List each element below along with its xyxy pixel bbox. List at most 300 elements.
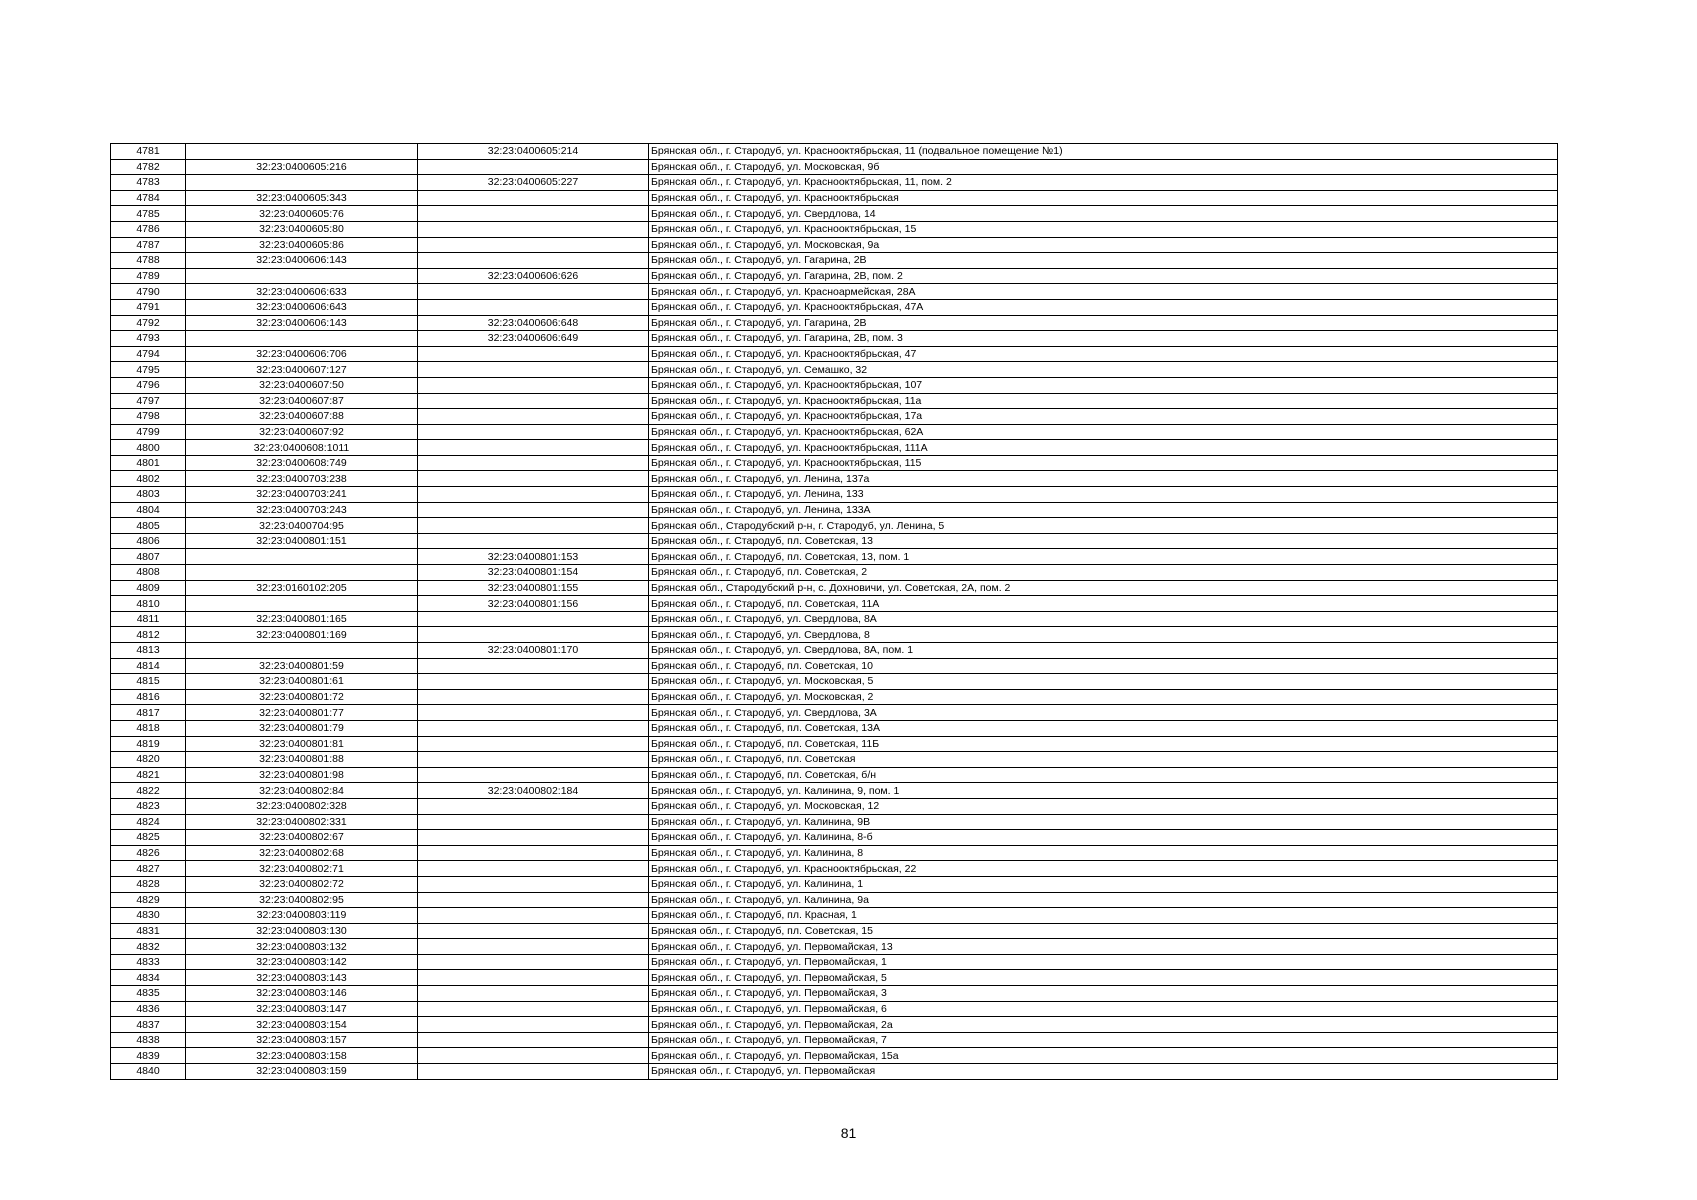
address-cell: Брянская обл., г. Стародуб, ул. Свердлова, 3А — [649, 705, 1558, 721]
address-cell: Брянская обл., г. Стародуб, ул. Первомайская, 1 — [649, 954, 1558, 970]
table-body — [111, 144, 1558, 1080]
room-cadastral-number-cell — [418, 939, 649, 955]
address-cell: Брянская обл., г. Стародуб, ул. Семашко, 32 — [649, 362, 1558, 378]
room-cadastral-number-cell: 32:23:0400801:154 — [418, 565, 649, 581]
address-cell: Брянская обл., г. Стародуб, ул. Краснооктябрьская, 47 — [649, 346, 1558, 362]
address-cell: Брянская обл., г. Стародуб, ул. Московская, 9а — [649, 237, 1558, 253]
table-row — [111, 315, 1558, 331]
room-cadastral-number-cell — [418, 611, 649, 627]
table-row — [111, 502, 1558, 518]
table-row — [111, 409, 1558, 425]
row-number-cell: 4809 — [111, 580, 186, 596]
table-row — [111, 611, 1558, 627]
row-number-cell: 4817 — [111, 705, 186, 721]
cadastral-number-cell: 32:23:0400605:80 — [186, 221, 418, 237]
row-number-cell: 4834 — [111, 970, 186, 986]
row-number-cell: 4833 — [111, 954, 186, 970]
cadastral-number-cell: 32:23:0400607:92 — [186, 424, 418, 440]
cadastral-number-cell: 32:23:0400607:88 — [186, 409, 418, 425]
table-row — [111, 830, 1558, 846]
cadastral-number-cell: 32:23:0400605:216 — [186, 159, 418, 175]
room-cadastral-number-cell — [418, 377, 649, 393]
table-row — [111, 752, 1558, 768]
table-row — [111, 175, 1558, 191]
row-number-cell: 4781 — [111, 144, 186, 160]
room-cadastral-number-cell — [418, 502, 649, 518]
row-number-cell: 4821 — [111, 767, 186, 783]
cadastral-number-cell: 32:23:0400605:343 — [186, 190, 418, 206]
room-cadastral-number-cell — [418, 1001, 649, 1017]
table-row — [111, 206, 1558, 222]
table-row — [111, 377, 1558, 393]
row-number-cell: 4824 — [111, 814, 186, 830]
address-cell: Брянская обл., г. Стародуб, ул. Свердлова, 8А, пом. 1 — [649, 643, 1558, 659]
room-cadastral-number-cell — [418, 986, 649, 1002]
address-cell: Брянская обл., г. Стародуб, ул. Первомайская, 2а — [649, 1017, 1558, 1033]
row-number-cell: 4788 — [111, 253, 186, 269]
room-cadastral-number-cell — [418, 970, 649, 986]
row-number-cell: 4813 — [111, 643, 186, 659]
table-row — [111, 362, 1558, 378]
room-cadastral-number-cell — [418, 455, 649, 471]
cadastral-number-cell: 32:23:0400605:86 — [186, 237, 418, 253]
room-cadastral-number-cell — [418, 237, 649, 253]
cadastral-number-cell: 32:23:0400801:77 — [186, 705, 418, 721]
property-table-container — [110, 143, 1557, 1080]
room-cadastral-number-cell — [418, 409, 649, 425]
room-cadastral-number-cell: 32:23:0400606:649 — [418, 331, 649, 347]
address-cell: Брянская обл., г. Стародуб, ул. Калинина, 8-б — [649, 830, 1558, 846]
cadastral-number-cell: 32:23:0400607:50 — [186, 377, 418, 393]
row-number-cell: 4800 — [111, 440, 186, 456]
room-cadastral-number-cell — [418, 814, 649, 830]
row-number-cell: 4825 — [111, 830, 186, 846]
address-cell: Брянская обл., г. Стародуб, ул. Калинина, 9В — [649, 814, 1558, 830]
table-row — [111, 986, 1558, 1002]
table-row — [111, 908, 1558, 924]
table-row — [111, 565, 1558, 581]
row-number-cell: 4839 — [111, 1048, 186, 1064]
cadastral-number-cell: 32:23:0400801:79 — [186, 720, 418, 736]
address-cell: Брянская обл., г. Стародуб, пл. Советская, 13, пом. 1 — [649, 549, 1558, 565]
row-number-cell: 4823 — [111, 798, 186, 814]
table-row — [111, 268, 1558, 284]
table-row — [111, 237, 1558, 253]
address-cell: Брянская обл., г. Стародуб, ул. Краснооктябрьская, 62А — [649, 424, 1558, 440]
row-number-cell: 4795 — [111, 362, 186, 378]
cadastral-number-cell — [186, 268, 418, 284]
row-number-cell: 4790 — [111, 284, 186, 300]
address-cell: Брянская обл., г. Стародуб, ул. Гагарина, 2В, пом. 3 — [649, 331, 1558, 347]
address-cell: Брянская обл., г. Стародуб, ул. Первомайская, 13 — [649, 939, 1558, 955]
table-row — [111, 299, 1558, 315]
address-cell: Брянская обл., г. Стародуб, ул. Гагарина, 2В, пом. 2 — [649, 268, 1558, 284]
address-cell: Брянская обл., г. Стародуб, ул. Московская, 12 — [649, 798, 1558, 814]
row-number-cell: 4803 — [111, 487, 186, 503]
cadastral-number-cell: 32:23:0400703:241 — [186, 487, 418, 503]
room-cadastral-number-cell — [418, 845, 649, 861]
row-number-cell: 4835 — [111, 986, 186, 1002]
table-row — [111, 533, 1558, 549]
address-cell: Брянская обл., г. Стародуб, ул. Гагарина, 2В — [649, 315, 1558, 331]
address-cell: Брянская обл., г. Стародуб, ул. Гагарина, 2В — [649, 253, 1558, 269]
row-number-cell: 4810 — [111, 596, 186, 612]
row-number-cell: 4784 — [111, 190, 186, 206]
room-cadastral-number-cell: 32:23:0400802:184 — [418, 783, 649, 799]
row-number-cell: 4814 — [111, 658, 186, 674]
room-cadastral-number-cell — [418, 658, 649, 674]
address-cell: Брянская обл., г. Стародуб, ул. Краснооктябрьская, 11, пом. 2 — [649, 175, 1558, 191]
cadastral-number-cell — [186, 565, 418, 581]
room-cadastral-number-cell — [418, 954, 649, 970]
property-table — [110, 143, 1558, 1080]
address-cell: Брянская обл., г. Стародуб, ул. Краснооктябрьская, 17а — [649, 409, 1558, 425]
room-cadastral-number-cell — [418, 487, 649, 503]
cadastral-number-cell: 32:23:0400608:749 — [186, 455, 418, 471]
room-cadastral-number-cell — [418, 206, 649, 222]
address-cell: Брянская обл., г. Стародуб, ул. Первомайская, 3 — [649, 986, 1558, 1002]
row-number-cell: 4806 — [111, 533, 186, 549]
table-row — [111, 970, 1558, 986]
cadastral-number-cell: 32:23:0160102:205 — [186, 580, 418, 596]
address-cell: Брянская обл., г. Стародуб, ул. Первомайская, 6 — [649, 1001, 1558, 1017]
room-cadastral-number-cell — [418, 767, 649, 783]
cadastral-number-cell — [186, 144, 418, 160]
cadastral-number-cell: 32:23:0400803:159 — [186, 1064, 418, 1080]
room-cadastral-number-cell — [418, 393, 649, 409]
room-cadastral-number-cell — [418, 440, 649, 456]
table-row — [111, 596, 1558, 612]
room-cadastral-number-cell — [418, 674, 649, 690]
address-cell: Брянская обл., г. Стародуб, ул. Краснооктябрьская, 22 — [649, 861, 1558, 877]
row-number-cell: 4812 — [111, 627, 186, 643]
row-number-cell: 4815 — [111, 674, 186, 690]
cadastral-number-cell: 32:23:0400606:643 — [186, 299, 418, 315]
cadastral-number-cell: 32:23:0400803:142 — [186, 954, 418, 970]
address-cell: Брянская обл., г. Стародуб, ул. Краснооктябрьская, 11а — [649, 393, 1558, 409]
row-number-cell: 4782 — [111, 159, 186, 175]
address-cell: Брянская обл., г. Стародуб, пл. Советская — [649, 752, 1558, 768]
row-number-cell: 4804 — [111, 502, 186, 518]
cadastral-number-cell: 32:23:0400802:84 — [186, 783, 418, 799]
row-number-cell: 4789 — [111, 268, 186, 284]
row-number-cell: 4799 — [111, 424, 186, 440]
table-row — [111, 159, 1558, 175]
row-number-cell: 4792 — [111, 315, 186, 331]
table-row — [111, 845, 1558, 861]
row-number-cell: 4831 — [111, 923, 186, 939]
table-row — [111, 861, 1558, 877]
room-cadastral-number-cell: 32:23:0400801:170 — [418, 643, 649, 659]
room-cadastral-number-cell — [418, 923, 649, 939]
row-number-cell: 4807 — [111, 549, 186, 565]
cadastral-number-cell: 32:23:0400608:1011 — [186, 440, 418, 456]
table-row — [111, 518, 1558, 534]
row-number-cell: 4827 — [111, 861, 186, 877]
room-cadastral-number-cell — [418, 284, 649, 300]
address-cell: Брянская обл., г. Стародуб, пл. Советская, б/н — [649, 767, 1558, 783]
room-cadastral-number-cell — [418, 471, 649, 487]
row-number-cell: 4797 — [111, 393, 186, 409]
cadastral-number-cell — [186, 643, 418, 659]
cadastral-number-cell — [186, 175, 418, 191]
address-cell: Брянская обл., г. Стародуб, пл. Советская, 13А — [649, 720, 1558, 736]
cadastral-number-cell: 32:23:0400801:169 — [186, 627, 418, 643]
table-row — [111, 190, 1558, 206]
cadastral-number-cell: 32:23:0400801:88 — [186, 752, 418, 768]
table-row — [111, 1064, 1558, 1080]
table-row — [111, 939, 1558, 955]
cadastral-number-cell: 32:23:0400801:61 — [186, 674, 418, 690]
room-cadastral-number-cell — [418, 1017, 649, 1033]
row-number-cell: 4838 — [111, 1032, 186, 1048]
room-cadastral-number-cell — [418, 1032, 649, 1048]
row-number-cell: 4796 — [111, 377, 186, 393]
cadastral-number-cell: 32:23:0400606:633 — [186, 284, 418, 300]
table-row — [111, 253, 1558, 269]
room-cadastral-number-cell: 32:23:0400801:153 — [418, 549, 649, 565]
room-cadastral-number-cell — [418, 299, 649, 315]
cadastral-number-cell: 32:23:0400606:706 — [186, 346, 418, 362]
cadastral-number-cell: 32:23:0400802:71 — [186, 861, 418, 877]
row-number-cell: 4802 — [111, 471, 186, 487]
table-row — [111, 876, 1558, 892]
room-cadastral-number-cell — [418, 876, 649, 892]
page-number: 81 — [840, 1125, 857, 1141]
room-cadastral-number-cell: 32:23:0400606:648 — [418, 315, 649, 331]
row-number-cell: 4826 — [111, 845, 186, 861]
address-cell: Брянская обл., г. Стародуб, ул. Краснооктябрьская, 15 — [649, 221, 1558, 237]
row-number-cell: 4836 — [111, 1001, 186, 1017]
address-cell: Брянская обл., г. Стародуб, ул. Московская, 2 — [649, 689, 1558, 705]
address-cell: Брянская обл., Стародубский р-н, г. Стародуб, ул. Ленина, 5 — [649, 518, 1558, 534]
row-number-cell: 4828 — [111, 876, 186, 892]
row-number-cell: 4820 — [111, 752, 186, 768]
row-number-cell: 4791 — [111, 299, 186, 315]
address-cell: Брянская обл., г. Стародуб, ул. Свердлова, 8 — [649, 627, 1558, 643]
row-number-cell: 4822 — [111, 783, 186, 799]
room-cadastral-number-cell — [418, 253, 649, 269]
table-row — [111, 393, 1558, 409]
cadastral-number-cell — [186, 331, 418, 347]
room-cadastral-number-cell — [418, 861, 649, 877]
room-cadastral-number-cell — [418, 221, 649, 237]
table-row — [111, 549, 1558, 565]
row-number-cell: 4832 — [111, 939, 186, 955]
room-cadastral-number-cell — [418, 518, 649, 534]
cadastral-number-cell: 32:23:0400607:127 — [186, 362, 418, 378]
address-cell: Брянская обл., г. Стародуб, ул. Первомайская, 7 — [649, 1032, 1558, 1048]
table-row — [111, 1017, 1558, 1033]
table-row — [111, 720, 1558, 736]
table-row — [111, 643, 1558, 659]
table-row — [111, 424, 1558, 440]
cadastral-number-cell: 32:23:0400801:151 — [186, 533, 418, 549]
room-cadastral-number-cell — [418, 362, 649, 378]
cadastral-number-cell: 32:23:0400802:95 — [186, 892, 418, 908]
room-cadastral-number-cell — [418, 159, 649, 175]
address-cell: Брянская обл., г. Стародуб, ул. Краснооктябрьская — [649, 190, 1558, 206]
address-cell: Брянская обл., г. Стародуб, ул. Ленина, 137а — [649, 471, 1558, 487]
table-row — [111, 798, 1558, 814]
address-cell: Брянская обл., г. Стародуб, пл. Советская, 11А — [649, 596, 1558, 612]
cadastral-number-cell: 32:23:0400802:331 — [186, 814, 418, 830]
room-cadastral-number-cell — [418, 705, 649, 721]
row-number-cell: 4818 — [111, 720, 186, 736]
address-cell: Брянская обл., г. Стародуб, ул. Ленина, 133А — [649, 502, 1558, 518]
address-cell: Брянская обл., г. Стародуб, ул. Первомайская, 15а — [649, 1048, 1558, 1064]
cadastral-number-cell: 32:23:0400802:67 — [186, 830, 418, 846]
address-cell: Брянская обл., г. Стародуб, ул. Московская, 9б — [649, 159, 1558, 175]
address-cell: Брянская обл., г. Стародуб, ул. Свердлова, 14 — [649, 206, 1558, 222]
cadastral-number-cell: 32:23:0400803:158 — [186, 1048, 418, 1064]
cadastral-number-cell: 32:23:0400606:143 — [186, 253, 418, 269]
table-row — [111, 440, 1558, 456]
cadastral-number-cell: 32:23:0400803:132 — [186, 939, 418, 955]
address-cell: Брянская обл., г. Стародуб, пл. Красная, 1 — [649, 908, 1558, 924]
row-number-cell: 4808 — [111, 565, 186, 581]
room-cadastral-number-cell — [418, 720, 649, 736]
address-cell: Брянская обл., г. Стародуб, ул. Калинина, 9, пом. 1 — [649, 783, 1558, 799]
cadastral-number-cell: 32:23:0400803:157 — [186, 1032, 418, 1048]
cadastral-number-cell: 32:23:0400606:143 — [186, 315, 418, 331]
cadastral-number-cell: 32:23:0400801:59 — [186, 658, 418, 674]
room-cadastral-number-cell — [418, 533, 649, 549]
table-row — [111, 783, 1558, 799]
table-row — [111, 627, 1558, 643]
room-cadastral-number-cell: 32:23:0400801:155 — [418, 580, 649, 596]
room-cadastral-number-cell — [418, 1048, 649, 1064]
room-cadastral-number-cell — [418, 346, 649, 362]
room-cadastral-number-cell — [418, 830, 649, 846]
table-row — [111, 689, 1558, 705]
address-cell: Брянская обл., г. Стародуб, ул. Калинина, 1 — [649, 876, 1558, 892]
cadastral-number-cell: 32:23:0400803:147 — [186, 1001, 418, 1017]
room-cadastral-number-cell — [418, 736, 649, 752]
cadastral-number-cell: 32:23:0400703:243 — [186, 502, 418, 518]
cadastral-number-cell: 32:23:0400802:72 — [186, 876, 418, 892]
cadastral-number-cell: 32:23:0400801:81 — [186, 736, 418, 752]
table-row — [111, 1032, 1558, 1048]
address-cell: Брянская обл., г. Стародуб, пл. Советская, 13 — [649, 533, 1558, 549]
row-number-cell: 4805 — [111, 518, 186, 534]
cadastral-number-cell — [186, 549, 418, 565]
room-cadastral-number-cell: 32:23:0400606:626 — [418, 268, 649, 284]
row-number-cell: 4785 — [111, 206, 186, 222]
address-cell: Брянская обл., г. Стародуб, ул. Калинина, 8 — [649, 845, 1558, 861]
table-row — [111, 144, 1558, 160]
room-cadastral-number-cell — [418, 892, 649, 908]
room-cadastral-number-cell — [418, 798, 649, 814]
cadastral-number-cell: 32:23:0400801:165 — [186, 611, 418, 627]
room-cadastral-number-cell — [418, 627, 649, 643]
cadastral-number-cell: 32:23:0400605:76 — [186, 206, 418, 222]
room-cadastral-number-cell — [418, 1064, 649, 1080]
cadastral-number-cell: 32:23:0400704:95 — [186, 518, 418, 534]
table-row — [111, 346, 1558, 362]
table-row — [111, 221, 1558, 237]
table-row — [111, 767, 1558, 783]
table-row — [111, 814, 1558, 830]
cadastral-number-cell: 32:23:0400703:238 — [186, 471, 418, 487]
row-number-cell: 4801 — [111, 455, 186, 471]
table-row — [111, 892, 1558, 908]
row-number-cell: 4829 — [111, 892, 186, 908]
row-number-cell: 4840 — [111, 1064, 186, 1080]
table-row — [111, 705, 1558, 721]
row-number-cell: 4811 — [111, 611, 186, 627]
row-number-cell: 4787 — [111, 237, 186, 253]
room-cadastral-number-cell — [418, 190, 649, 206]
room-cadastral-number-cell: 32:23:0400801:156 — [418, 596, 649, 612]
table-row — [111, 331, 1558, 347]
table-row — [111, 284, 1558, 300]
cadastral-number-cell: 32:23:0400803:130 — [186, 923, 418, 939]
row-number-cell: 4816 — [111, 689, 186, 705]
row-number-cell: 4798 — [111, 409, 186, 425]
cadastral-number-cell: 32:23:0400802:68 — [186, 845, 418, 861]
address-cell: Брянская обл., Стародубский р-н, с. Дохновичи, ул. Советская, 2А, пом. 2 — [649, 580, 1558, 596]
table-row — [111, 580, 1558, 596]
room-cadastral-number-cell — [418, 424, 649, 440]
address-cell: Брянская обл., г. Стародуб, пл. Советская, 11Б — [649, 736, 1558, 752]
table-row — [111, 923, 1558, 939]
address-cell: Брянская обл., г. Стародуб, ул. Краснооктябрьская, 115 — [649, 455, 1558, 471]
address-cell: Брянская обл., г. Стародуб, ул. Красноармейская, 28А — [649, 284, 1558, 300]
cadastral-number-cell: 32:23:0400801:72 — [186, 689, 418, 705]
row-number-cell: 4794 — [111, 346, 186, 362]
table-row — [111, 455, 1558, 471]
cadastral-number-cell: 32:23:0400803:143 — [186, 970, 418, 986]
address-cell: Брянская обл., г. Стародуб, ул. Первомайская — [649, 1064, 1558, 1080]
table-row — [111, 471, 1558, 487]
cadastral-number-cell — [186, 596, 418, 612]
address-cell: Брянская обл., г. Стародуб, ул. Краснооктябрьская, 11 (подвальное помещение №1) — [649, 144, 1558, 160]
room-cadastral-number-cell — [418, 752, 649, 768]
table-row — [111, 658, 1558, 674]
address-cell: Брянская обл., г. Стародуб, ул. Московская, 5 — [649, 674, 1558, 690]
address-cell: Брянская обл., г. Стародуб, ул. Краснооктябрьская, 107 — [649, 377, 1558, 393]
cadastral-number-cell: 32:23:0400607:87 — [186, 393, 418, 409]
table-row — [111, 954, 1558, 970]
address-cell: Брянская обл., г. Стародуб, ул. Краснооктябрьская, 111А — [649, 440, 1558, 456]
cadastral-number-cell: 32:23:0400803:154 — [186, 1017, 418, 1033]
cadastral-number-cell: 32:23:0400803:146 — [186, 986, 418, 1002]
row-number-cell: 4837 — [111, 1017, 186, 1033]
address-cell: Брянская обл., г. Стародуб, пл. Советская, 10 — [649, 658, 1558, 674]
row-number-cell: 4786 — [111, 221, 186, 237]
row-number-cell: 4783 — [111, 175, 186, 191]
address-cell: Брянская обл., г. Стародуб, ул. Ленина, 133 — [649, 487, 1558, 503]
table-row — [111, 736, 1558, 752]
address-cell: Брянская обл., г. Стародуб, ул. Краснооктябрьская, 47А — [649, 299, 1558, 315]
address-cell: Брянская обл., г. Стародуб, ул. Первомайская, 5 — [649, 970, 1558, 986]
table-row — [111, 487, 1558, 503]
row-number-cell: 4819 — [111, 736, 186, 752]
table-row — [111, 1001, 1558, 1017]
row-number-cell: 4793 — [111, 331, 186, 347]
room-cadastral-number-cell — [418, 689, 649, 705]
room-cadastral-number-cell — [418, 908, 649, 924]
address-cell: Брянская обл., г. Стародуб, пл. Советская, 2 — [649, 565, 1558, 581]
cadastral-number-cell: 32:23:0400802:328 — [186, 798, 418, 814]
address-cell: Брянская обл., г. Стародуб, ул. Свердлова, 8А — [649, 611, 1558, 627]
table-row — [111, 1048, 1558, 1064]
room-cadastral-number-cell: 32:23:0400605:227 — [418, 175, 649, 191]
row-number-cell: 4830 — [111, 908, 186, 924]
room-cadastral-number-cell: 32:23:0400605:214 — [418, 144, 649, 160]
cadastral-number-cell: 32:23:0400801:98 — [186, 767, 418, 783]
